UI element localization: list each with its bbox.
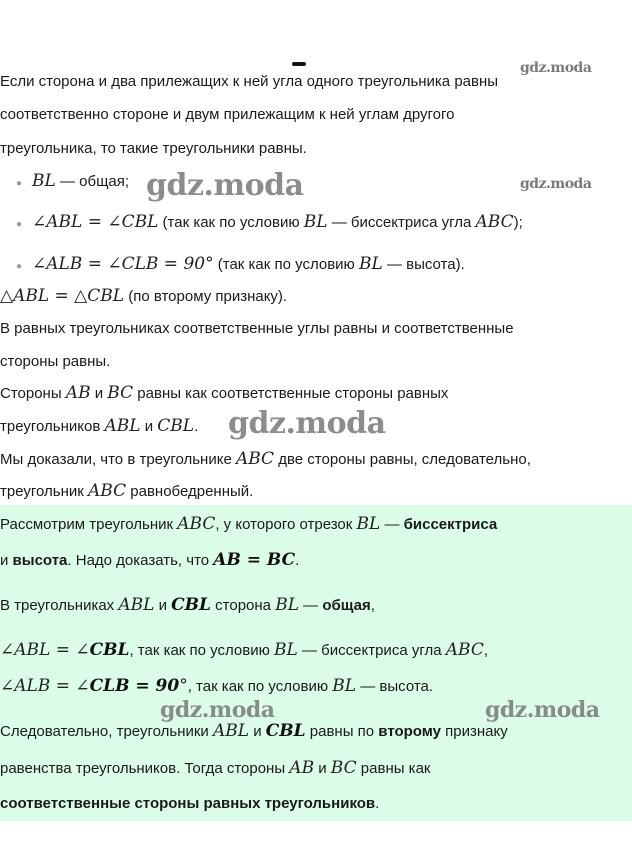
bullet-dot: ● <box>16 178 23 189</box>
conclusion-line-1: Мы доказали, что в треугольнике ABC две стороны равны, следовательно, <box>0 449 531 469</box>
theorem-line-3: треугольника, то такие треугольники равны. <box>0 140 307 157</box>
statement-line-1: В равных треугольниках соответственные углы равны и соответственные <box>0 320 514 337</box>
solution-line-1: Рассмотрим треугольник ABC, у которого отрезок BL — биссектриса <box>0 514 498 534</box>
solution-line-3: В треугольниках ABL и CBL сторона BL — общая, <box>0 595 375 615</box>
sides-line-2: треугольников ABL и CBL. <box>0 416 199 436</box>
bullet-dot: ● <box>16 261 23 272</box>
watermark: gdz.moda <box>520 60 592 76</box>
watermark: gdz.moda <box>146 168 304 203</box>
watermark: gdz.moda <box>160 697 275 723</box>
bullet-item-3: ∠ALB = ∠CLB = 90° (так как по условию BL — высота). <box>32 254 465 274</box>
sides-line-1: Стороны AB и BC равны как соответственные стороны равных <box>0 383 449 403</box>
bullet-dot: ● <box>16 219 23 230</box>
bullet-item-1: BL — общая; <box>32 171 130 191</box>
solution-line-5: ∠ALB = ∠CLB = 90°, так как по условию BL — высота. <box>0 676 434 696</box>
triangle-equality: △ABL = △CBL (по второму признаку). <box>0 286 288 306</box>
solution-line-4: ∠ABL = ∠CBL, так как по условию BL — биссектриса угла ABC, <box>0 640 488 660</box>
watermark: gdz.moda <box>520 176 592 192</box>
solution-line-8: соответственные стороны равных треугольников. <box>0 795 380 812</box>
solution-line-7: равенства треугольников. Тогда стороны AB и BC равны как <box>0 758 431 778</box>
solution-line-2: и высота. Надо доказать, что AB = BC. <box>0 550 300 570</box>
watermark: gdz.moda <box>228 406 386 441</box>
watermark: gdz.moda <box>485 697 600 723</box>
solution-line-6: Следовательно, треугольники ABL и CBL равны по второму признаку <box>0 721 508 741</box>
theorem-line-2: соответственно стороне и двум прилежащим к ней углам другого <box>0 106 455 123</box>
conclusion-line-2: треугольник ABC равнобедренный. <box>0 481 254 501</box>
statement-line-2: стороны равны. <box>0 353 111 370</box>
top-mark <box>292 62 306 66</box>
theorem-line-1: Если сторона и два прилежащих к ней угла одного треугольника равны <box>0 73 499 90</box>
bullet-item-2: ∠ABL = ∠CBL (так как по условию BL — биссектриса угла ABC); <box>32 212 523 232</box>
